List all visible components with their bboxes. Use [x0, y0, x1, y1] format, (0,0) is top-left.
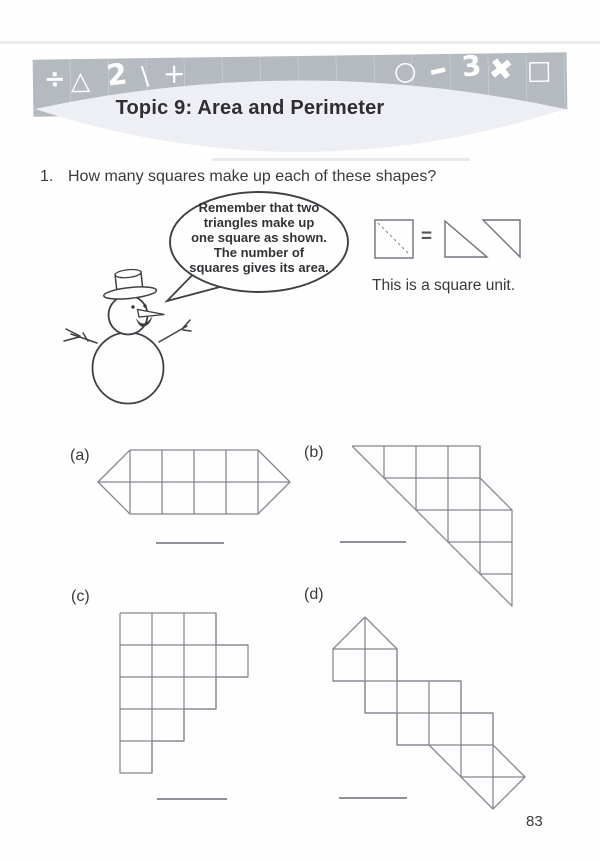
figure-label-b: (b) — [304, 444, 324, 461]
bubble-line: one square as shown. — [191, 230, 327, 245]
circle-icon: ○ — [393, 56, 417, 87]
snowman-eye-right — [143, 304, 146, 307]
minus-icon: – — [424, 47, 452, 92]
triangle-icon: △ — [70, 65, 91, 96]
equals-sign: = — [421, 226, 433, 247]
speech-bubble-text — [169, 200, 349, 275]
unit-triangle-right — [483, 220, 520, 257]
snowman-carrot-nose — [138, 310, 165, 318]
slash-icon: \ — [140, 61, 150, 91]
right-arm-twig2 — [183, 330, 191, 331]
square-unit-caption: This is a square unit. — [372, 277, 516, 294]
right-arm-twig — [182, 320, 190, 329]
divide-icon: ÷ — [43, 64, 66, 95]
plus-icon: + — [162, 58, 186, 90]
figure-label-c: (c) — [71, 588, 90, 605]
figure-label-d: (d) — [304, 586, 324, 603]
figure-b-line — [352, 446, 512, 606]
digit-three-icon: 3 — [460, 48, 483, 84]
snowman-eye-left — [131, 305, 134, 308]
bubble-line: triangles make up — [203, 215, 315, 230]
left-arm-twig2 — [64, 337, 79, 341]
page-number: 83 — [526, 813, 543, 830]
bubble-line: Remember that two — [198, 200, 320, 215]
digit-two-icon: 2 — [104, 56, 129, 93]
square-icon: □ — [526, 55, 552, 86]
question-number: 1. — [40, 168, 54, 185]
unit-square-diagonal — [378, 223, 410, 255]
figure-label-a: (a) — [70, 447, 90, 464]
question-text: How many squares make up each of these shapes? — [68, 168, 437, 185]
question-1 — [40, 168, 436, 186]
figures-layer — [98, 446, 525, 809]
snowman-illustration — [64, 267, 191, 404]
bubble-line: squares gives its area. — [189, 260, 329, 275]
bubble-line: The number of — [213, 245, 305, 260]
multiply-icon: ✖ — [486, 50, 516, 88]
square-unit-legend — [375, 220, 520, 258]
hat-brim — [103, 285, 157, 301]
page-title: Topic 9: Area and Perimeter — [115, 97, 385, 119]
snowman-body — [93, 333, 164, 404]
unit-triangle-left — [445, 221, 487, 257]
snowman-hat — [101, 267, 157, 301]
